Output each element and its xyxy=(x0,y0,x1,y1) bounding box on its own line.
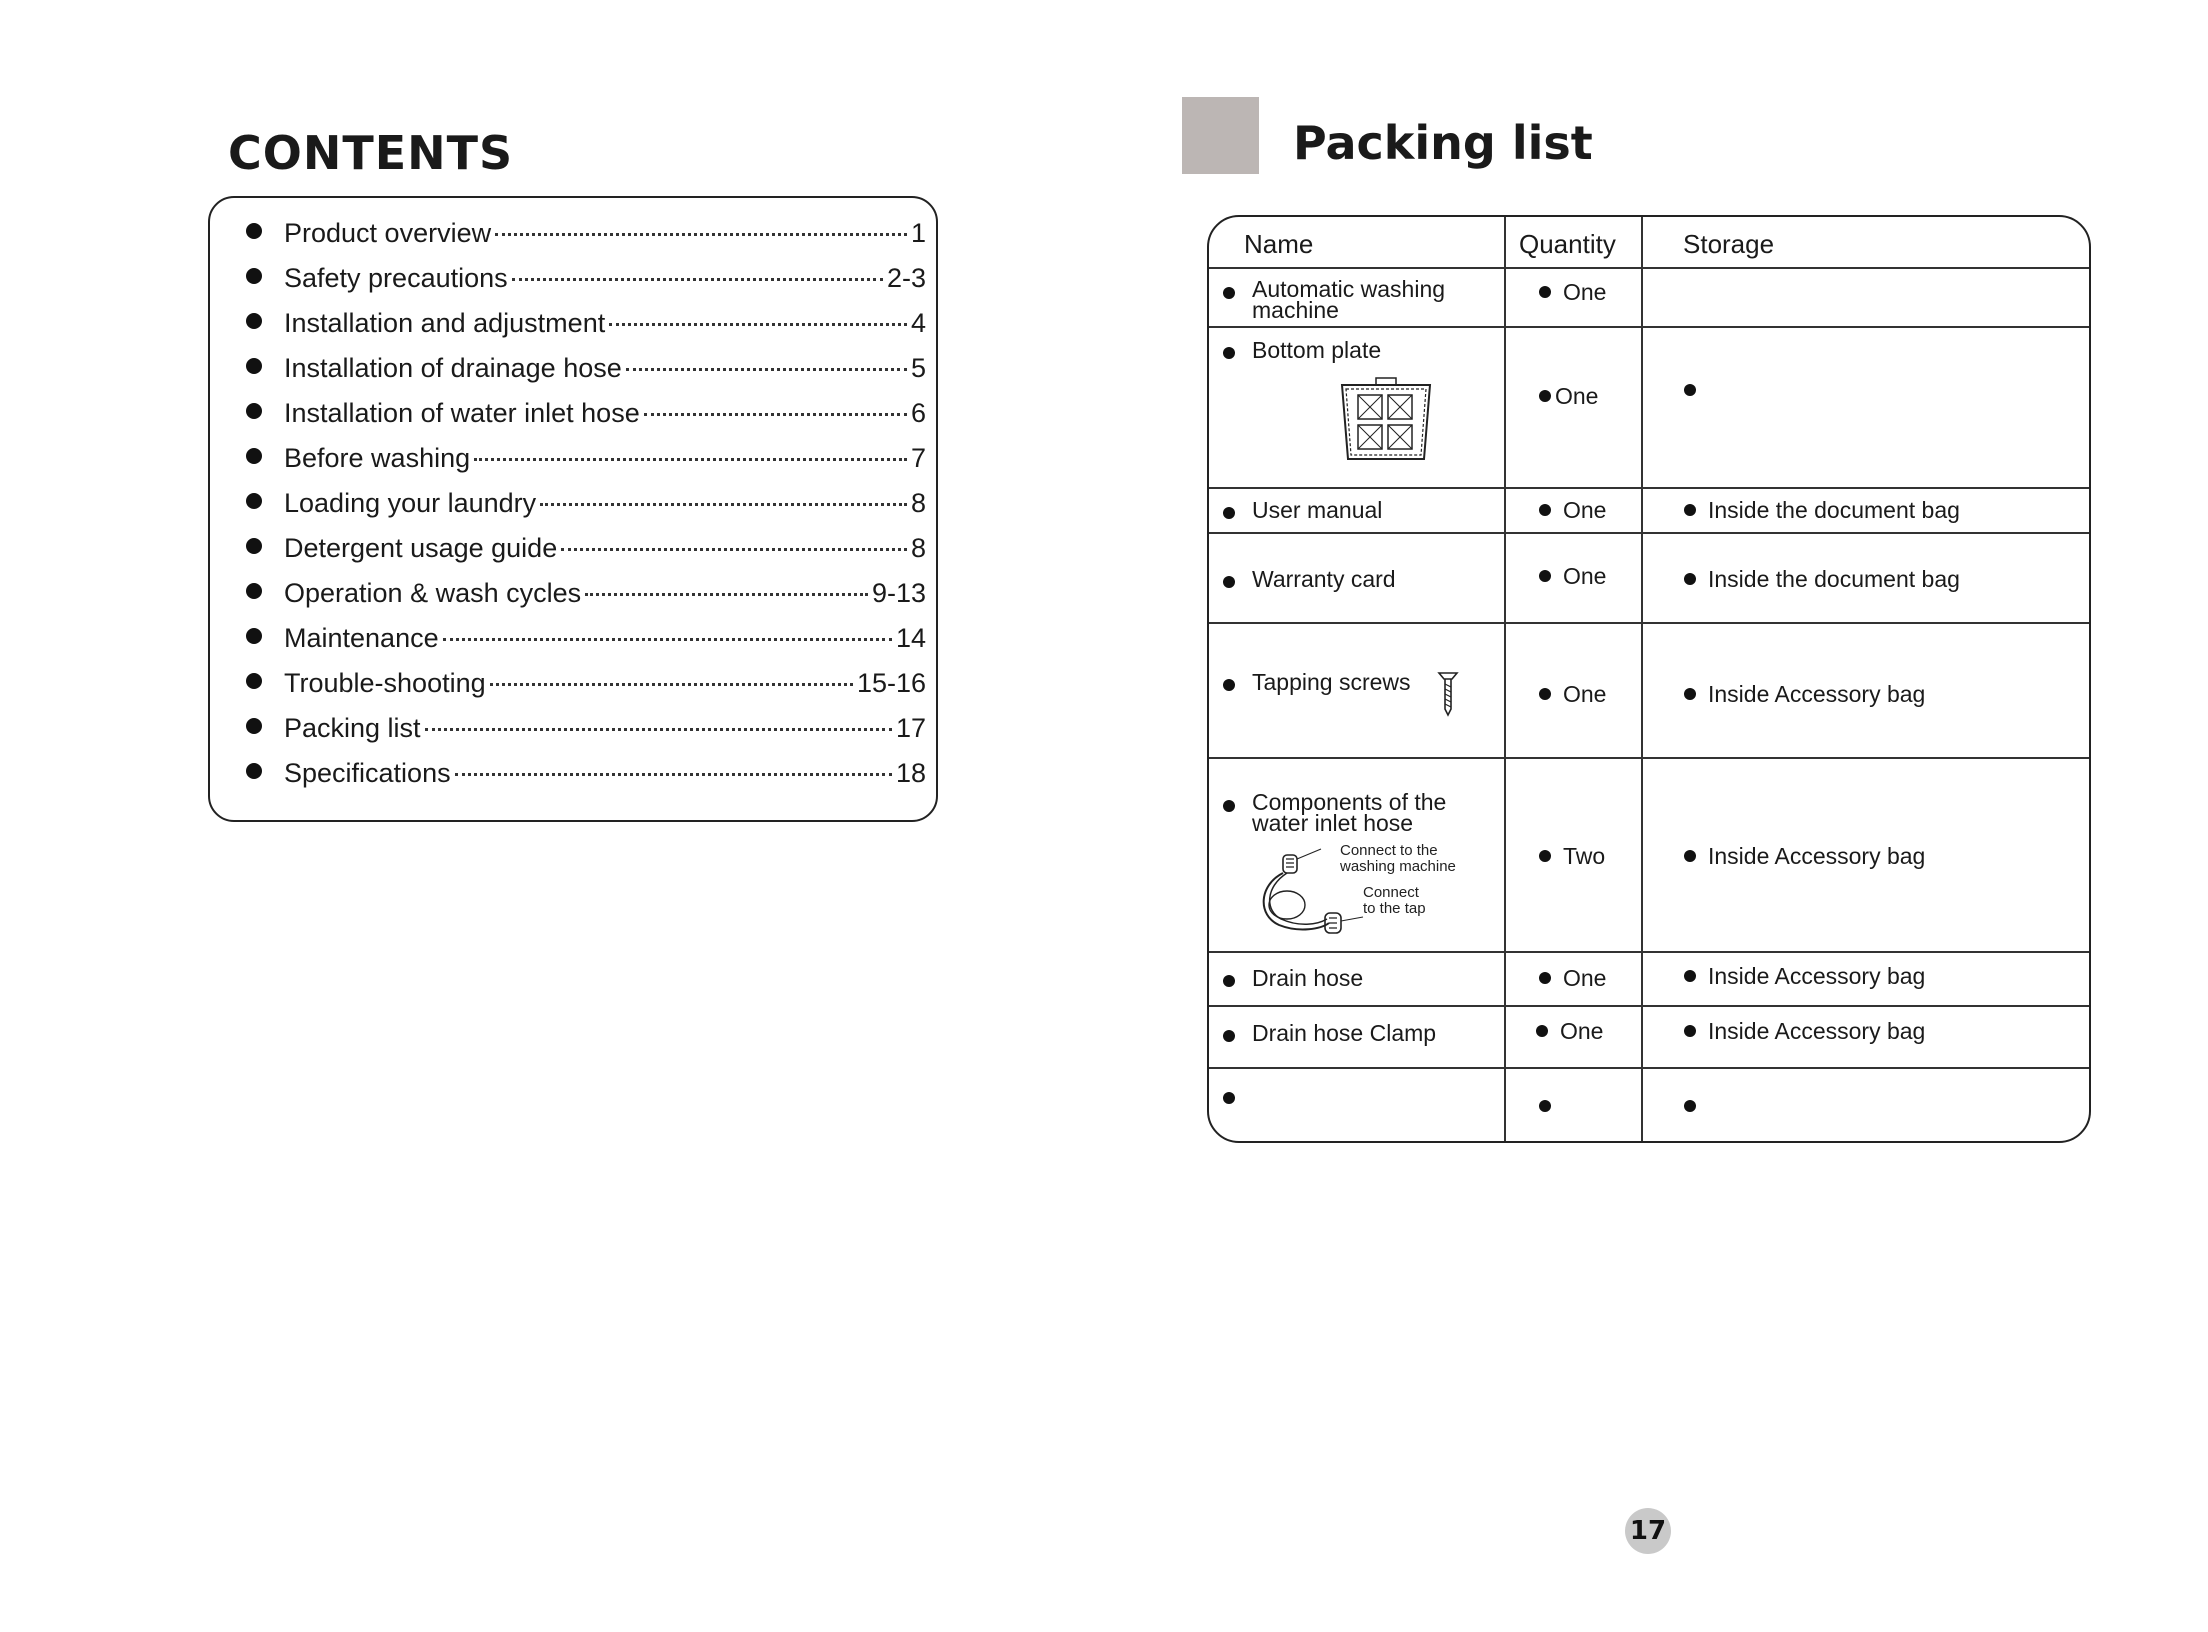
contents-item-page: 1 xyxy=(910,218,926,248)
bullet xyxy=(1223,347,1235,359)
bullet xyxy=(1684,1025,1696,1037)
contents-item-label: Trouble-shooting xyxy=(284,668,486,698)
contents-item-page: 15-16 xyxy=(856,668,926,698)
contents-item-label: Product overview xyxy=(284,218,492,248)
hose-note-tap xyxy=(1363,885,1426,917)
storage-value: Inside Accessory bag xyxy=(1708,963,1926,989)
contents-item-page: 5 xyxy=(910,353,926,383)
page-number: 17 xyxy=(1625,1508,1671,1554)
contents-item-page: 14 xyxy=(895,623,926,653)
table-row-name xyxy=(1223,789,1447,836)
contents-item xyxy=(246,578,926,623)
bullet xyxy=(246,493,262,509)
table-row-storage xyxy=(1684,379,1708,401)
dot-leader xyxy=(490,683,853,686)
contents-item-label: Detergent usage guide xyxy=(284,533,558,563)
storage-value: Inside the document bag xyxy=(1708,497,1960,523)
contents-item-label: Installation and adjustment xyxy=(284,308,606,338)
contents-item xyxy=(246,713,926,758)
contents-item xyxy=(246,623,926,668)
table-row-storage xyxy=(1684,845,1925,867)
contents-item xyxy=(246,668,926,713)
dot-leader xyxy=(561,548,907,551)
contents-box xyxy=(208,196,938,822)
bullet xyxy=(1684,504,1696,516)
contents-item xyxy=(246,758,926,803)
contents-title: CONTENTS xyxy=(228,126,514,180)
quantity-value: One xyxy=(1555,383,1599,409)
column-divider xyxy=(1641,217,1643,1141)
item-name-line: machine xyxy=(1252,297,1339,323)
packing-table xyxy=(1207,215,2091,1143)
item-name: User manual xyxy=(1252,497,1383,523)
bullet xyxy=(246,313,262,329)
contents-item xyxy=(246,263,926,308)
bullet xyxy=(1223,975,1235,987)
contents-list xyxy=(246,218,926,803)
table-row-storage xyxy=(1684,683,1925,705)
contents-item-label: Installation of drainage hose xyxy=(284,353,622,383)
dot-leader xyxy=(626,368,907,371)
item-name-line: water inlet hose xyxy=(1252,810,1414,836)
bullet xyxy=(246,763,262,779)
table-row-name xyxy=(1223,967,1363,989)
contents-item-label: Operation & wash cycles xyxy=(284,578,582,608)
contents-item-page: 4 xyxy=(910,308,926,338)
bullet xyxy=(1684,688,1696,700)
contents-item-page: 17 xyxy=(895,713,926,743)
header-name: Name xyxy=(1244,229,1314,259)
table-row-quantity xyxy=(1536,1020,1603,1042)
table-row-name xyxy=(1223,568,1396,590)
contents-item-label: Specifications xyxy=(284,758,451,788)
contents-item xyxy=(246,533,926,578)
item-name: Warranty card xyxy=(1252,566,1396,592)
contents-item xyxy=(246,488,926,533)
quantity-value: One xyxy=(1563,279,1607,305)
bullet xyxy=(1539,1100,1551,1112)
table-row-quantity xyxy=(1539,281,1606,303)
note-line: Connect to the xyxy=(1340,842,1438,859)
row-divider xyxy=(1209,487,2089,489)
item-name: Tapping screws xyxy=(1252,669,1411,695)
item-name-line: Components of the xyxy=(1252,789,1447,815)
row-divider xyxy=(1209,1005,2089,1007)
column-divider xyxy=(1504,217,1506,1141)
quantity-value: One xyxy=(1560,1018,1604,1044)
contents-item-page: 9-13 xyxy=(871,578,926,608)
note-line: to the tap xyxy=(1363,900,1426,917)
table-row-storage xyxy=(1684,1020,1925,1042)
bullet xyxy=(246,583,262,599)
dot-leader xyxy=(455,773,892,776)
bullet xyxy=(246,628,262,644)
table-row-quantity xyxy=(1539,967,1606,989)
dot-leader xyxy=(425,728,892,731)
bullet xyxy=(1684,384,1696,396)
table-row-storage xyxy=(1684,568,1960,590)
table-row-quantity xyxy=(1539,1095,1563,1117)
dot-leader xyxy=(540,503,907,506)
table-row-quantity xyxy=(1539,499,1606,521)
packing-list-title: Packing list xyxy=(1293,116,1593,170)
dot-leader xyxy=(609,323,907,326)
bullet xyxy=(1539,504,1551,516)
bullet xyxy=(1539,570,1551,582)
storage-value: Inside Accessory bag xyxy=(1708,843,1926,869)
bullet xyxy=(1684,850,1696,862)
row-divider xyxy=(1209,532,2089,534)
bullet xyxy=(246,448,262,464)
header-storage: Storage xyxy=(1683,229,1775,259)
bullet xyxy=(1536,1025,1548,1037)
item-name: Drain hose xyxy=(1252,965,1364,991)
storage-value: Inside Accessory bag xyxy=(1708,1018,1926,1044)
table-row-name xyxy=(1223,1087,1247,1109)
quantity-value: One xyxy=(1563,497,1607,523)
contents-item-label: Installation of water inlet hose xyxy=(284,398,640,428)
quantity-value: One xyxy=(1563,563,1607,589)
screw-icon xyxy=(1437,669,1459,717)
table-row-name xyxy=(1223,276,1446,323)
dot-leader xyxy=(512,278,883,281)
table-row-name xyxy=(1223,339,1381,361)
bullet xyxy=(246,673,262,689)
bullet xyxy=(246,538,262,554)
contents-item-page: 7 xyxy=(910,443,926,473)
item-name: Drain hose Clamp xyxy=(1252,1020,1437,1046)
contents-item-page: 18 xyxy=(895,758,926,788)
bullet xyxy=(246,403,262,419)
table-row-storage xyxy=(1684,965,1925,987)
dot-leader xyxy=(585,593,868,596)
bullet xyxy=(1539,286,1551,298)
bullet xyxy=(246,718,262,734)
contents-item xyxy=(246,443,926,488)
bullet xyxy=(1223,1092,1235,1104)
row-divider xyxy=(1209,1067,2089,1069)
contents-item-label: Packing list xyxy=(284,713,421,743)
contents-item-label: Loading your laundry xyxy=(284,488,537,518)
table-row-name xyxy=(1223,671,1411,693)
bullet xyxy=(1223,576,1235,588)
bullet xyxy=(1539,850,1551,862)
dot-leader xyxy=(644,413,907,416)
contents-item xyxy=(246,353,926,398)
header-quantity: Quantity xyxy=(1519,229,1616,259)
contents-item xyxy=(246,218,926,263)
bullet xyxy=(1539,688,1551,700)
row-divider xyxy=(1209,757,2089,759)
storage-value: Inside Accessory bag xyxy=(1708,681,1926,707)
dot-leader xyxy=(474,458,907,461)
table-row-quantity xyxy=(1539,683,1606,705)
bullet xyxy=(1684,970,1696,982)
table-row-quantity xyxy=(1539,845,1605,867)
table-row-storage xyxy=(1684,499,1960,521)
contents-item-label: Safety precautions xyxy=(284,263,508,293)
hose-note-machine xyxy=(1340,843,1456,875)
note-line: Connect xyxy=(1363,884,1419,901)
storage-value: Inside the document bag xyxy=(1708,566,1960,592)
dot-leader xyxy=(443,638,892,641)
contents-item-label: Maintenance xyxy=(284,623,439,653)
table-row-quantity xyxy=(1539,385,1598,407)
item-name-line: Automatic washing xyxy=(1252,276,1446,302)
row-divider xyxy=(1209,326,2089,328)
bullet xyxy=(1223,287,1235,299)
section-marker xyxy=(1182,97,1259,174)
contents-item xyxy=(246,308,926,353)
note-line: washing machine xyxy=(1340,858,1456,875)
table-row-name xyxy=(1223,1022,1436,1044)
bottom-plate-icon xyxy=(1336,375,1436,465)
table-row-quantity xyxy=(1539,565,1606,587)
contents-item-label: Before washing xyxy=(284,443,471,473)
bullet xyxy=(246,223,262,239)
quantity-value: One xyxy=(1563,965,1607,991)
contents-item-page: 8 xyxy=(910,488,926,518)
contents-item xyxy=(246,398,926,443)
row-divider xyxy=(1209,267,2089,269)
contents-item-page: 2-3 xyxy=(886,263,926,293)
item-name: Bottom plate xyxy=(1252,337,1382,363)
bullet xyxy=(1223,507,1235,519)
quantity-value: One xyxy=(1563,681,1607,707)
bullet xyxy=(1539,972,1551,984)
bullet xyxy=(1684,573,1696,585)
table-row-name xyxy=(1223,499,1382,521)
contents-item-page: 8 xyxy=(910,533,926,563)
table-row-storage xyxy=(1684,1095,1708,1117)
bullet xyxy=(1223,1030,1235,1042)
quantity-value: Two xyxy=(1563,843,1606,869)
bullet xyxy=(246,268,262,284)
dot-leader xyxy=(495,233,907,236)
row-divider xyxy=(1209,951,2089,953)
contents-item-page: 6 xyxy=(910,398,926,428)
bullet xyxy=(1684,1100,1696,1112)
bullet xyxy=(1539,390,1551,402)
row-divider xyxy=(1209,622,2089,624)
bullet xyxy=(1223,800,1235,812)
bullet xyxy=(246,358,262,374)
bullet xyxy=(1223,679,1235,691)
